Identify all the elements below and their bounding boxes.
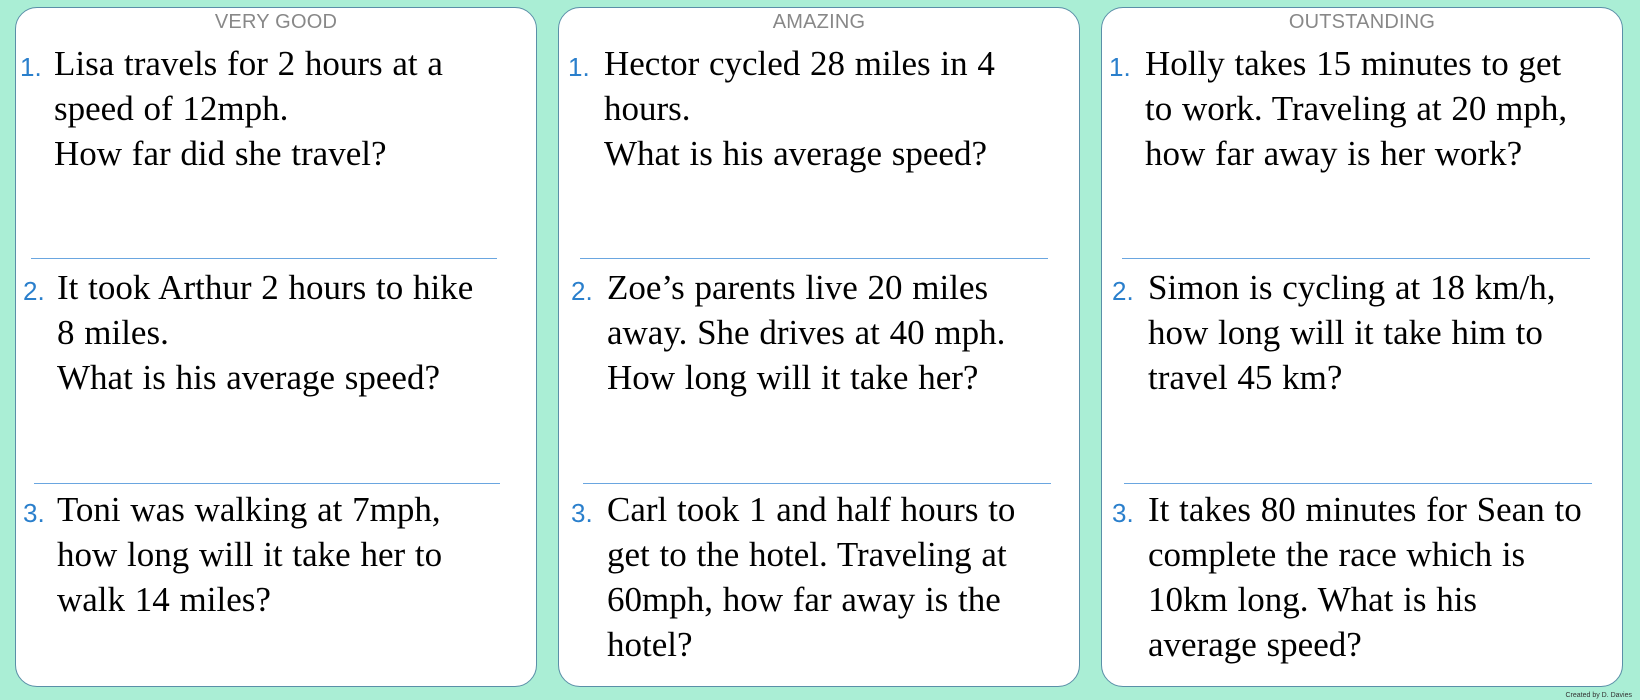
card-very-good (15, 7, 537, 687)
question-text: Simon is cycling at 18 km/h, how long will it take him to travel 45 km? (1148, 268, 1556, 397)
question-number: 2. (1112, 276, 1134, 306)
divider (1122, 258, 1590, 259)
question-text: It took Arthur 2 hours to hike 8 miles. What is his average speed? (57, 268, 474, 397)
card-title: VERY GOOD (214, 11, 338, 33)
question-number: 1. (20, 52, 42, 82)
question-number: 2. (23, 276, 45, 306)
question-text: Toni was walking at 7mph, how long will it take her to walk 14 miles? (57, 490, 443, 619)
question-number: 3. (571, 498, 593, 528)
question-text: Holly takes 15 minutes to get to work. Traveling at 20 mph, how far away is her work? (1145, 44, 1568, 173)
card-amazing (558, 7, 1080, 687)
card-title: AMAZING (772, 11, 866, 33)
card-outstanding (1101, 7, 1623, 687)
question-text: Carl took 1 and half hours to get to the hotel. Traveling at 60mph, how far away is the hotel? (607, 490, 1016, 664)
question-number: 1. (1109, 52, 1131, 82)
divider (1124, 483, 1592, 484)
question-number: 2. (571, 276, 593, 306)
question-number: 3. (23, 498, 45, 528)
question-text: Hector cycled 28 miles in 4 hours. What is his average speed? (604, 44, 995, 173)
divider (583, 483, 1051, 484)
card-title: OUTSTANDING (1288, 11, 1436, 33)
credit-text: Created by D. Davies (1565, 692, 1632, 699)
question-number: 1. (568, 52, 590, 82)
question-number: 3. (1112, 498, 1134, 528)
divider (580, 258, 1048, 259)
divider (31, 258, 497, 259)
divider (34, 483, 500, 484)
question-text: Lisa travels for 2 hours at a speed of 12mph. How far did she travel? (54, 44, 443, 173)
question-text: Zoe’s parents live 20 miles away. She drives at 40 mph. How long will it take her? (607, 268, 1006, 397)
question-text: It takes 80 minutes for Sean to complete the race which is 10km long. What is his average speed? (1148, 490, 1582, 664)
